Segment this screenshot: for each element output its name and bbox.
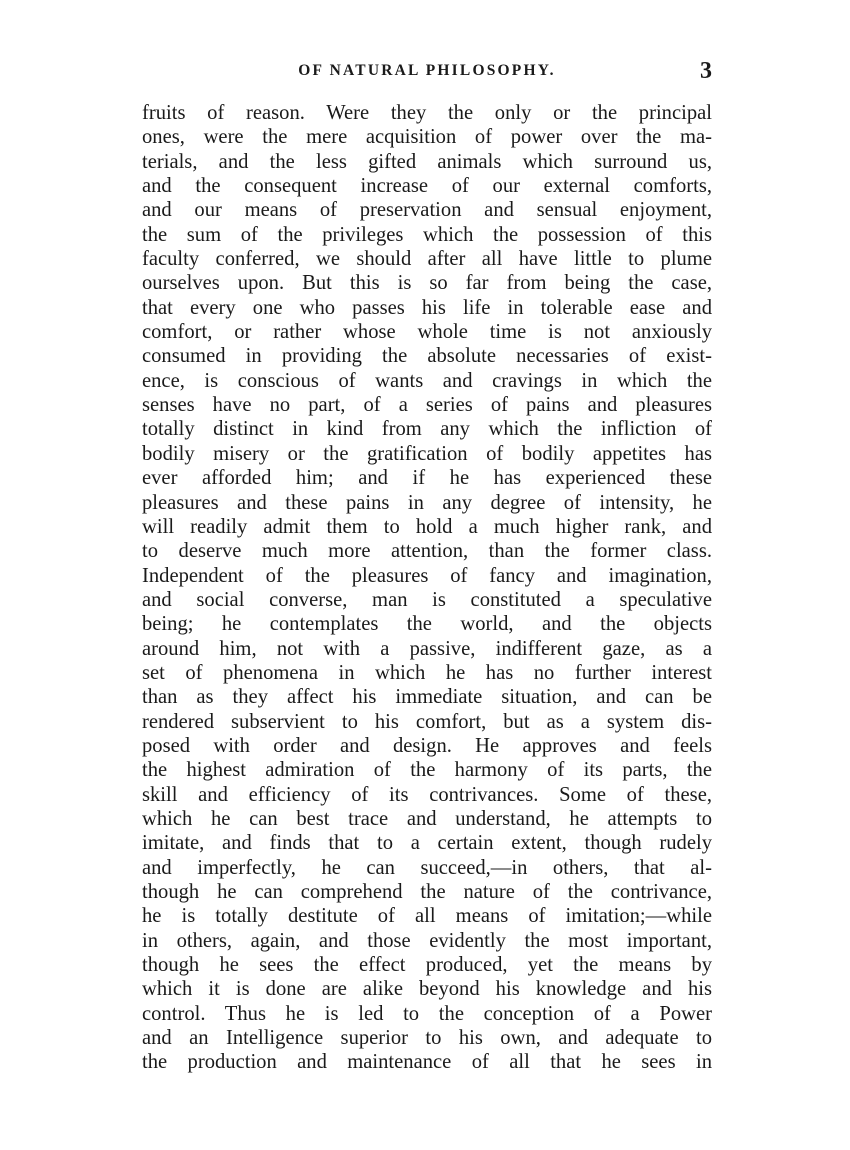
page-header: [142, 58, 712, 92]
text-line: faculty conferred, we should after all have little to plume: [142, 248, 712, 271]
text-line: which he can best trace and understand, he attempts to: [142, 807, 712, 830]
text-line: though he can comprehend the nature of the contrivance,: [142, 881, 712, 903]
text-line: senses have no part, of a series of pains and pleasures: [142, 394, 712, 417]
text-line: and an Intelligence superior to his own, and adequate to: [142, 1027, 712, 1050]
text-line: consumed in providing the absolute necessaries of exist-: [142, 345, 712, 368]
text-line: he is totally destitute of all means of imitation;—while: [142, 905, 712, 928]
text-line: which it is done are alike beyond his knowledge and his: [142, 978, 712, 1001]
text-line: pleasures and these pains in any degree of intensity, he: [142, 491, 712, 514]
text-line: though he sees the effect produced, yet the means by: [142, 954, 712, 977]
text-line: imitate, and finds that to a certain extent, though rudely: [142, 832, 712, 855]
text-line: fruits of reason. Were they the only or the principal: [142, 102, 712, 124]
text-line: being; he contemplates the world, and the objects: [142, 613, 712, 636]
text-line: in others, again, and those evidently the most important,: [142, 929, 712, 952]
text-line: to deserve much more attention, than the former class.: [142, 540, 712, 563]
text-line: posed with order and design. He approves and feels: [142, 734, 712, 757]
body-text: [142, 101, 712, 1075]
text-line: that every one who passes his life in tolerable ease and: [142, 296, 712, 319]
text-line: totally distinct in kind from any which the infliction of: [142, 418, 712, 441]
text-line: set of phenomena in which he has no further interest: [142, 661, 712, 684]
text-line: rendered subservient to his comfort, but as a system dis-: [142, 710, 712, 733]
text-line: around him, not with a passive, indifferent gaze, as a: [142, 637, 712, 660]
text-line: skill and efficiency of its contrivances. Some of these,: [142, 783, 712, 806]
text-line: the sum of the privileges which the possession of this: [142, 223, 712, 246]
text-line: ence, is conscious of wants and cravings in which the: [142, 369, 712, 392]
text-line: and the consequent increase of our external comforts,: [142, 175, 712, 198]
text-line: the production and maintenance of all that he sees in: [142, 1051, 712, 1074]
running-head: OF NATURAL PHILOSOPHY.: [298, 62, 556, 79]
text-line: and social converse, man is constituted a speculative: [142, 588, 712, 611]
book-page: [142, 58, 712, 1075]
text-line: the highest admiration of the harmony of its parts, the: [142, 759, 712, 782]
text-line: ourselves upon. But this is so far from being the case,: [142, 272, 712, 295]
text-line: than as they affect his immediate situation, and can be: [142, 686, 712, 709]
text-line: comfort, or rather whose whole time is not anxiously: [142, 321, 712, 344]
text-line: and imperfectly, he can succeed,—in others, that al-: [142, 856, 712, 879]
text-line: and our means of preservation and sensual enjoyment,: [142, 199, 712, 222]
text-line: will readily admit them to hold a much higher rank, and: [142, 515, 712, 538]
text-line: ever afforded him; and if he has experienced these: [142, 467, 712, 490]
text-line: terials, and the less gifted animals which surround us,: [142, 150, 712, 173]
page-number: 3: [700, 58, 712, 84]
text-line: bodily misery or the gratification of bodily appetites has: [142, 442, 712, 465]
text-line: Independent of the pleasures of fancy and imagination,: [142, 564, 712, 587]
text-line: ones, were the mere acquisition of power over the ma-: [142, 126, 712, 149]
text-line: control. Thus he is led to the conception of a Power: [142, 1002, 712, 1025]
